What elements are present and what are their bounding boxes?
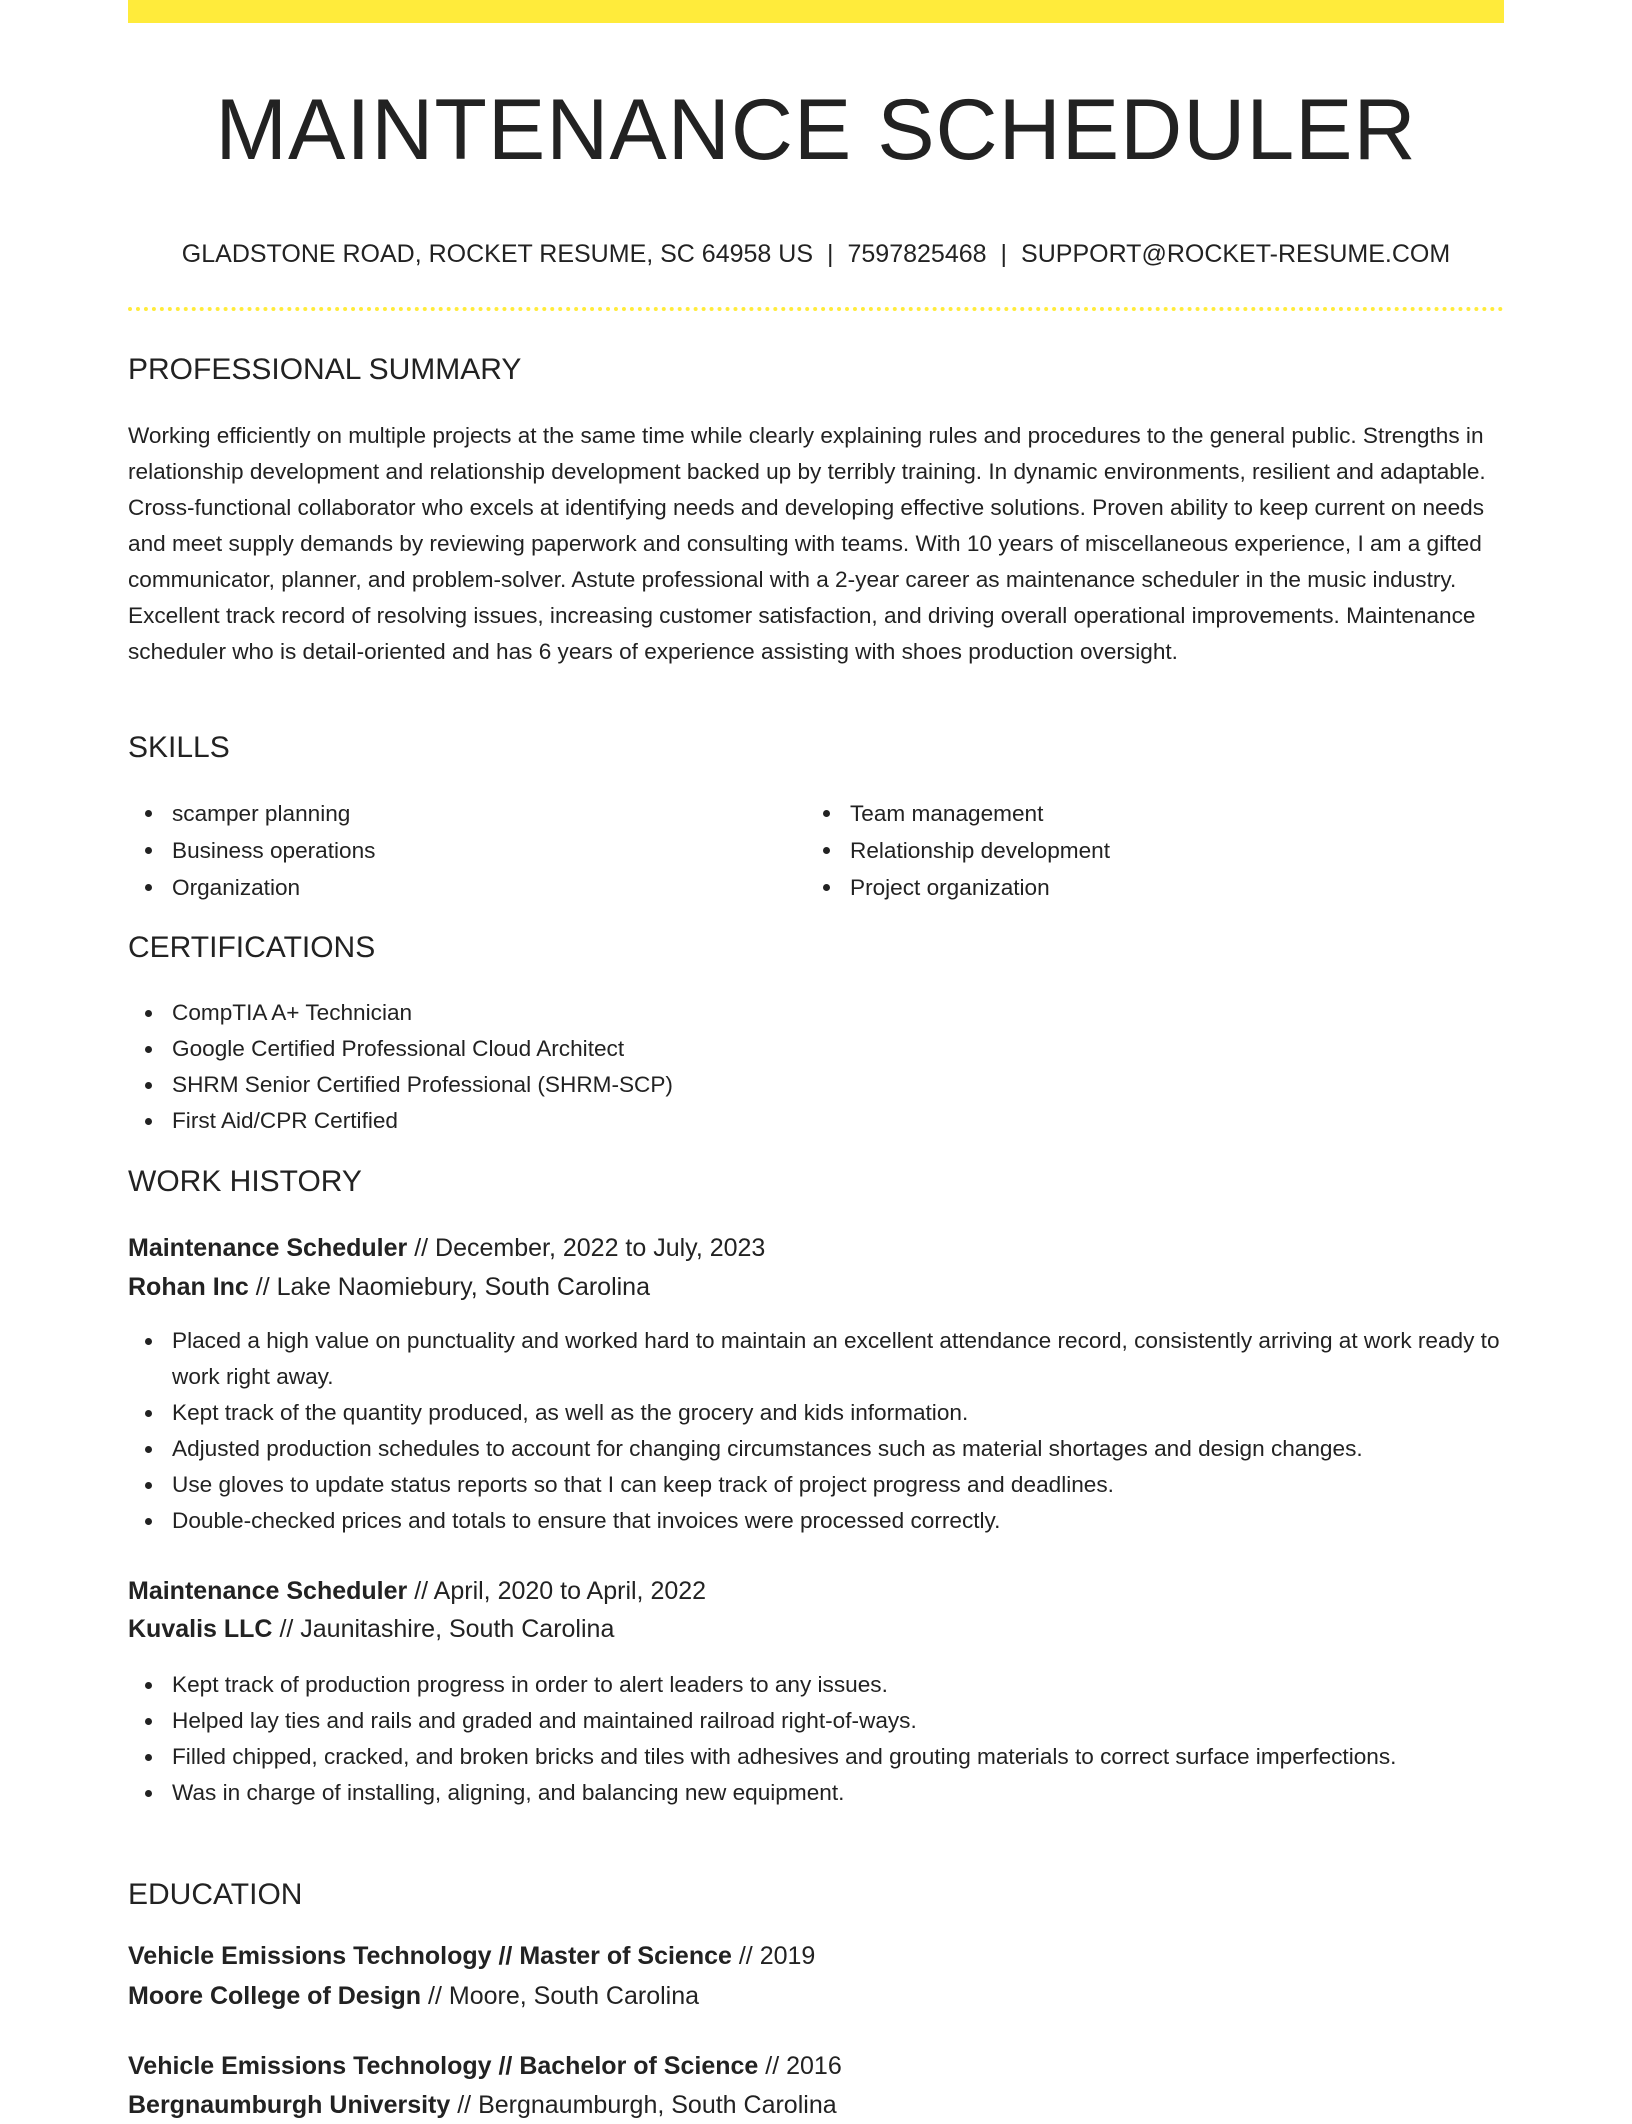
job-company-line <box>128 1610 614 1648</box>
job-duty-item: Kept track of the quantity produced, as well as the grocery and kids information. <box>172 1395 1548 1431</box>
job-duty-item: Kept track of production progress in order to alert leaders to any issues. <box>172 1667 1548 1703</box>
certification-item: Google Certified Professional Cloud Architect <box>172 1031 1548 1067</box>
certifications-title: CERTIFICATIONS <box>128 931 376 964</box>
job-location: // Jaunitashire, South Carolina <box>279 1615 615 1643</box>
accent-bar <box>128 0 1504 23</box>
certification-item: CompTIA A+ Technician <box>172 995 1548 1031</box>
education-location: // Bergnaumburgh, South Carolina <box>457 2091 837 2119</box>
education-degree-line <box>128 2047 842 2085</box>
job-duty-item: Was in charge of installing, aligning, and balancing new equipment. <box>172 1775 1548 1811</box>
education-title: EDUCATION <box>128 1878 303 1911</box>
contact-separator: | <box>1000 240 1008 268</box>
job-company-line <box>128 1268 650 1306</box>
education-location: // Moore, South Carolina <box>428 1982 700 2010</box>
education-school-line <box>128 1977 699 2015</box>
job-duties-list <box>128 1323 1548 1539</box>
job-dates: // December, 2022 to July, 2023 <box>414 1234 766 1262</box>
job-title-line <box>128 1572 706 1610</box>
divider <box>128 307 1504 311</box>
education-school: Moore College of Design <box>128 1982 422 2010</box>
skill-item: Team management <box>850 795 1470 832</box>
summary-text: Working efficiently on multiple projects at the same time while clearly explaining rules and procedures to the general public. Strengths in relationship development and relationship development backed up by terribly training. In dynamic environments, resilient and adaptable. Cross-functional collaborator who excels at identifying needs and developing effective solutions. Proven ability to keep current on needs and meet supply demands by reviewing paperwork and consulting with teams. With 10 years of miscellaneous experience, I am a gifted communicator, planner, and problem-solver. Astute professional with a 2-year career as maintenance scheduler in the music industry. Excellent track record of resolving issues, increasing customer satisfaction, and driving overall operational improvements. Maintenance scheduler who is detail-oriented and has 6 years of experience assisting with shoes production oversight. <box>128 423 1486 664</box>
skill-item: Project organization <box>850 869 1470 906</box>
education-degree: Vehicle Emissions Technology // Bachelor of Science <box>128 2052 759 2080</box>
job-duty-item: Double-checked prices and totals to ensure that invoices were processed correctly. <box>172 1503 1548 1539</box>
skill-item: Business operations <box>172 832 792 869</box>
certifications-list <box>128 995 1548 1139</box>
summary-title: PROFESSIONAL SUMMARY <box>128 353 522 386</box>
job-role: Maintenance Scheduler <box>128 1234 408 1262</box>
job-title-line <box>128 1229 765 1267</box>
contact-line <box>128 236 1504 272</box>
job-dates: // April, 2020 to April, 2022 <box>414 1577 707 1605</box>
education-school-line <box>128 2086 837 2124</box>
job-company: Rohan Inc <box>128 1273 249 1301</box>
education-school: Bergnaumburgh University <box>128 2091 451 2119</box>
skill-item: scamper planning <box>172 795 792 832</box>
job-duty-item: Adjusted production schedules to account for changing circumstances such as material shortages and design changes. <box>172 1431 1548 1467</box>
job-role: Maintenance Scheduler <box>128 1577 408 1605</box>
job-location: // Lake Naomiebury, South Carolina <box>255 1273 650 1301</box>
job-duty-item: Filled chipped, cracked, and broken bricks and tiles with adhesives and grouting materials to correct surface imperfections. <box>172 1739 1548 1775</box>
education-degree: Vehicle Emissions Technology // Master of Science <box>128 1942 732 1970</box>
work-history-title: WORK HISTORY <box>128 1165 362 1198</box>
job-duty-item: Placed a high value on punctuality and worked hard to maintain an excellent attendance record, consistently arriving at work ready to work right away. <box>172 1323 1548 1395</box>
job-duty-item: Use gloves to update status reports so that I can keep track of project progress and deadlines. <box>172 1467 1548 1503</box>
resume-name: MAINTENANCE SCHEDULER <box>215 82 1417 178</box>
contact-email: SUPPORT@ROCKET-RESUME.COM <box>1021 240 1451 268</box>
education-year: // 2016 <box>765 2052 842 2080</box>
certification-item: First Aid/CPR Certified <box>172 1103 1548 1139</box>
certification-item: SHRM Senior Certified Professional (SHRM-SCP) <box>172 1067 1548 1103</box>
job-duty-item: Helped lay ties and rails and graded and maintained railroad right-of-ways. <box>172 1703 1548 1739</box>
education-degree-line <box>128 1937 815 1975</box>
contact-phone: 7597825468 <box>847 240 987 268</box>
education-year: // 2019 <box>738 1942 816 1970</box>
contact-separator: | <box>827 240 834 268</box>
job-duties-list <box>128 1667 1548 1811</box>
skills-list-left <box>128 795 792 906</box>
skills-title: SKILLS <box>128 731 230 764</box>
job-company: Kuvalis LLC <box>128 1615 273 1643</box>
skill-item: Relationship development <box>850 832 1470 869</box>
skill-item: Organization <box>172 869 792 906</box>
skills-list-right <box>806 795 1470 906</box>
contact-address: GLADSTONE ROAD, ROCKET RESUME, SC 64958 US <box>181 240 813 268</box>
